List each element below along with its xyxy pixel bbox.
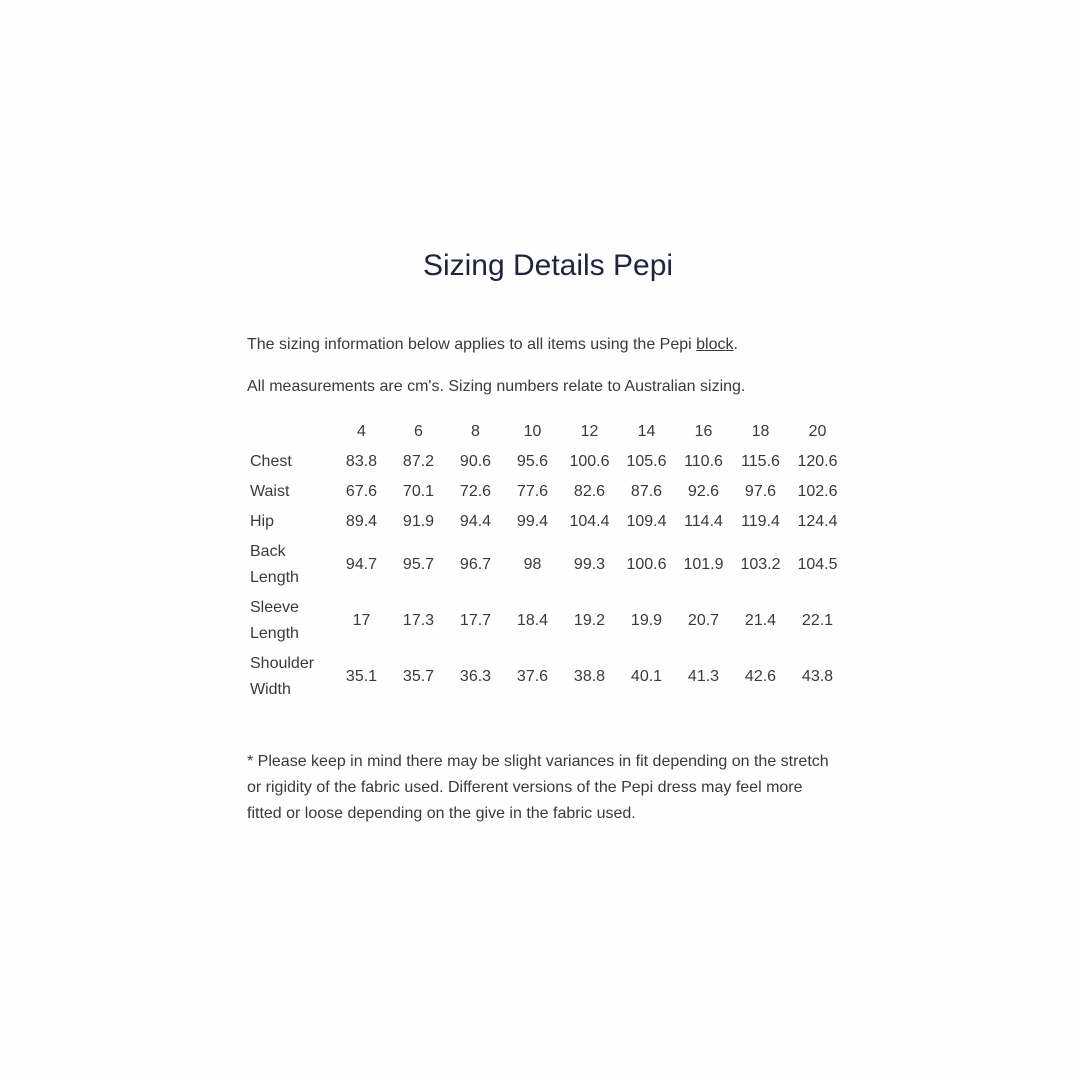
measurement-cell: 91.9 (402, 513, 435, 530)
row-label-line: Chest (250, 453, 292, 470)
table-row (247, 593, 846, 649)
measurement-cell: 82.6 (573, 483, 606, 500)
size-header-row (247, 417, 846, 447)
measurement-cell: 42.6 (744, 668, 777, 685)
measurement-cell: 110.6 (684, 453, 723, 470)
measurement-cell: 19.9 (630, 612, 663, 629)
measurement-cell: 95.7 (402, 556, 435, 573)
sizing-content (247, 246, 847, 827)
size-header: 10 (523, 423, 542, 440)
row-label-line: Back (250, 543, 286, 560)
measurement-cell: 89.4 (345, 513, 378, 530)
measurements-note: All measurements are cm's. Sizing numbers relate to Australian sizing. (247, 378, 746, 395)
table-row (247, 649, 846, 705)
measurement-cell: 99.4 (516, 513, 549, 530)
row-label-line: Width (250, 681, 291, 698)
measurement-cell: 35.1 (345, 668, 378, 685)
measurement-cell: 87.2 (402, 453, 435, 470)
measurement-cell: 72.6 (459, 483, 492, 500)
measurement-cell: 104.4 (569, 513, 610, 530)
measurement-cell: 99.3 (573, 556, 606, 573)
measurement-cell: 101.9 (683, 556, 724, 573)
size-header: 8 (471, 423, 480, 440)
measurement-cell: 18.4 (516, 612, 549, 629)
table-row (247, 507, 846, 537)
row-label-line: Shoulder (250, 655, 315, 672)
measurement-cell: 38.8 (573, 668, 606, 685)
row-label (247, 593, 333, 649)
measurement-cell: 19.2 (573, 612, 606, 629)
row-label-line: Hip (250, 513, 275, 530)
row-label (247, 477, 333, 507)
measurement-cell: 43.8 (801, 668, 834, 685)
measurement-cell: 70.1 (402, 483, 435, 500)
sizing-table (247, 417, 846, 705)
size-header: 4 (357, 423, 366, 440)
row-label (247, 447, 333, 477)
measurement-cell: 109.4 (626, 513, 667, 530)
measurement-cell: 100.6 (569, 453, 610, 470)
row-label (247, 507, 333, 537)
measurement-cell: 35.7 (402, 668, 435, 685)
measurement-cell: 90.6 (459, 453, 492, 470)
measurement-cell: 119.4 (741, 513, 780, 530)
measurement-cell: 22.1 (801, 612, 834, 629)
intro-text-end: . (733, 336, 738, 353)
measurement-cell: 100.6 (626, 556, 667, 573)
measurement-cell: 41.3 (687, 668, 720, 685)
size-header: 18 (751, 423, 770, 440)
measurement-cell: 83.8 (345, 453, 378, 470)
measurement-cell: 102.6 (797, 483, 838, 500)
measurement-cell: 95.6 (516, 453, 549, 470)
table-row (247, 477, 846, 507)
block-link[interactable]: block (696, 336, 734, 353)
table-row (247, 447, 846, 477)
measurement-cell: 124.4 (797, 513, 838, 530)
size-header: 20 (808, 423, 827, 440)
fit-disclaimer: * Please keep in mind there may be slight variances in fit depending on the stretch or rigidity of the fabric used. Different versions of the Pepi dress may feel more fitted or loose depending on the give in the fabric used. (247, 753, 829, 822)
measurement-cell: 97.6 (744, 483, 777, 500)
size-header: 6 (414, 423, 423, 440)
measurement-cell: 114.4 (684, 513, 723, 530)
measurement-cell: 94.7 (345, 556, 378, 573)
measurement-cell: 96.7 (459, 556, 492, 573)
measurement-cell: 92.6 (687, 483, 720, 500)
measurement-cell: 105.6 (626, 453, 667, 470)
intro-text-start: The sizing information below applies to all items using the Pepi (247, 336, 697, 353)
row-label (247, 649, 333, 705)
measurement-cell: 115.6 (741, 453, 780, 470)
measurement-cell: 67.6 (345, 483, 378, 500)
measurement-cell: 36.3 (459, 668, 492, 685)
row-label-line: Waist (250, 483, 290, 500)
row-label (247, 537, 333, 593)
measurement-cell: 20.7 (687, 612, 720, 629)
measurement-cell: 17.3 (402, 612, 435, 629)
measurement-cell: 40.1 (630, 668, 663, 685)
size-header: 14 (637, 423, 656, 440)
table-row (247, 537, 846, 593)
measurement-cell: 120.6 (797, 453, 838, 470)
header-corner (247, 417, 333, 447)
row-label-line: Sleeve (250, 599, 299, 616)
measurement-cell: 17.7 (459, 612, 492, 629)
measurement-cell: 21.4 (744, 612, 777, 629)
size-header: 12 (580, 423, 599, 440)
row-label-line: Length (250, 569, 299, 586)
measurement-cell: 98 (523, 556, 542, 573)
size-header: 16 (694, 423, 713, 440)
measurement-cell: 103.2 (740, 556, 781, 573)
measurement-cell: 94.4 (459, 513, 492, 530)
measurement-cell: 104.5 (797, 556, 838, 573)
measurement-cell: 77.6 (516, 483, 549, 500)
row-label-line: Length (250, 625, 299, 642)
measurement-cell: 17 (352, 612, 371, 629)
intro-text (247, 334, 847, 356)
page-title: Sizing Details Pepi (422, 249, 674, 282)
measurement-cell: 87.6 (630, 483, 663, 500)
measurement-cell: 37.6 (516, 668, 549, 685)
